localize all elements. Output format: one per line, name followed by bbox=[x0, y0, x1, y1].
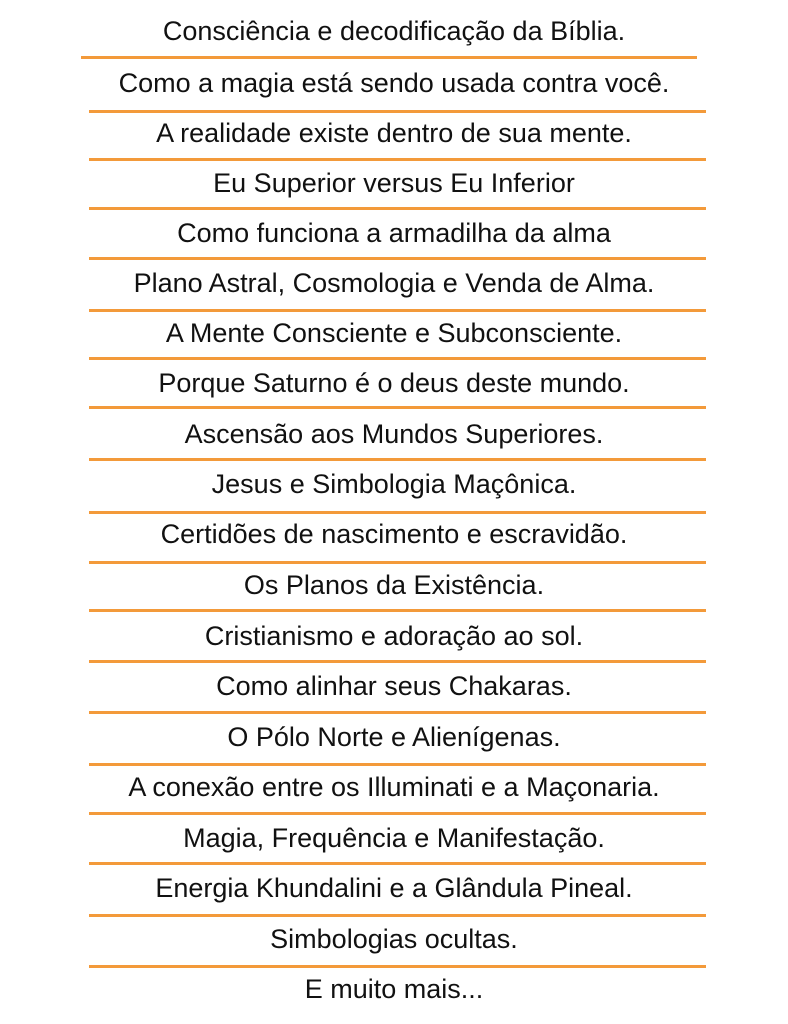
list-item: Energia Khundalini e a Glândula Pineal. bbox=[155, 873, 633, 903]
divider bbox=[89, 458, 706, 461]
list-item: O Pólo Norte e Alienígenas. bbox=[227, 722, 561, 752]
divider bbox=[89, 110, 706, 113]
divider bbox=[89, 660, 706, 663]
list-item: Os Planos da Existência. bbox=[243, 570, 545, 600]
list-item: Consciência e decodificação da Bíblia. bbox=[162, 16, 626, 46]
list-item: E muito mais... bbox=[304, 974, 484, 1004]
list-item: Eu Superior versus Eu Inferior bbox=[213, 168, 575, 198]
list-item: Plano Astral, Cosmologia e Venda de Alma. bbox=[133, 268, 655, 298]
divider bbox=[89, 207, 706, 210]
divider bbox=[89, 812, 706, 815]
list-item: A conexão entre os Illuminati e a Maçonaria. bbox=[128, 772, 660, 802]
divider bbox=[89, 257, 706, 260]
divider bbox=[89, 511, 706, 514]
divider bbox=[89, 609, 706, 612]
list-item: Como funciona a armadilha da alma bbox=[177, 218, 611, 248]
divider bbox=[89, 914, 706, 917]
list-item: A realidade existe dentro de sua mente. bbox=[156, 118, 632, 148]
list-item: A Mente Consciente e Subconsciente. bbox=[165, 318, 623, 348]
divider bbox=[81, 56, 697, 59]
divider bbox=[89, 158, 706, 161]
divider bbox=[89, 763, 706, 766]
divider bbox=[89, 965, 706, 968]
list-item: Como alinhar seus Chakaras. bbox=[216, 671, 572, 701]
list-item: Simbologias ocultas. bbox=[270, 924, 518, 954]
divider bbox=[89, 309, 706, 312]
list-item: Magia, Frequência e Manifestação. bbox=[183, 823, 605, 853]
divider bbox=[89, 711, 706, 714]
list-item: Ascensão aos Mundos Superiores. bbox=[184, 419, 604, 449]
list-item: Porque Saturno é o deus deste mundo. bbox=[158, 368, 630, 398]
divider bbox=[89, 561, 706, 564]
divider bbox=[89, 406, 706, 409]
divider bbox=[89, 357, 706, 360]
list-item: Cristianismo e adoração ao sol. bbox=[204, 621, 584, 651]
list-item: Como a magia está sendo usada contra você. bbox=[118, 68, 670, 98]
list-item: Jesus e Simbologia Maçônica. bbox=[211, 469, 577, 499]
list-item: Certidões de nascimento e escravidão. bbox=[160, 519, 628, 549]
divider bbox=[89, 862, 706, 865]
